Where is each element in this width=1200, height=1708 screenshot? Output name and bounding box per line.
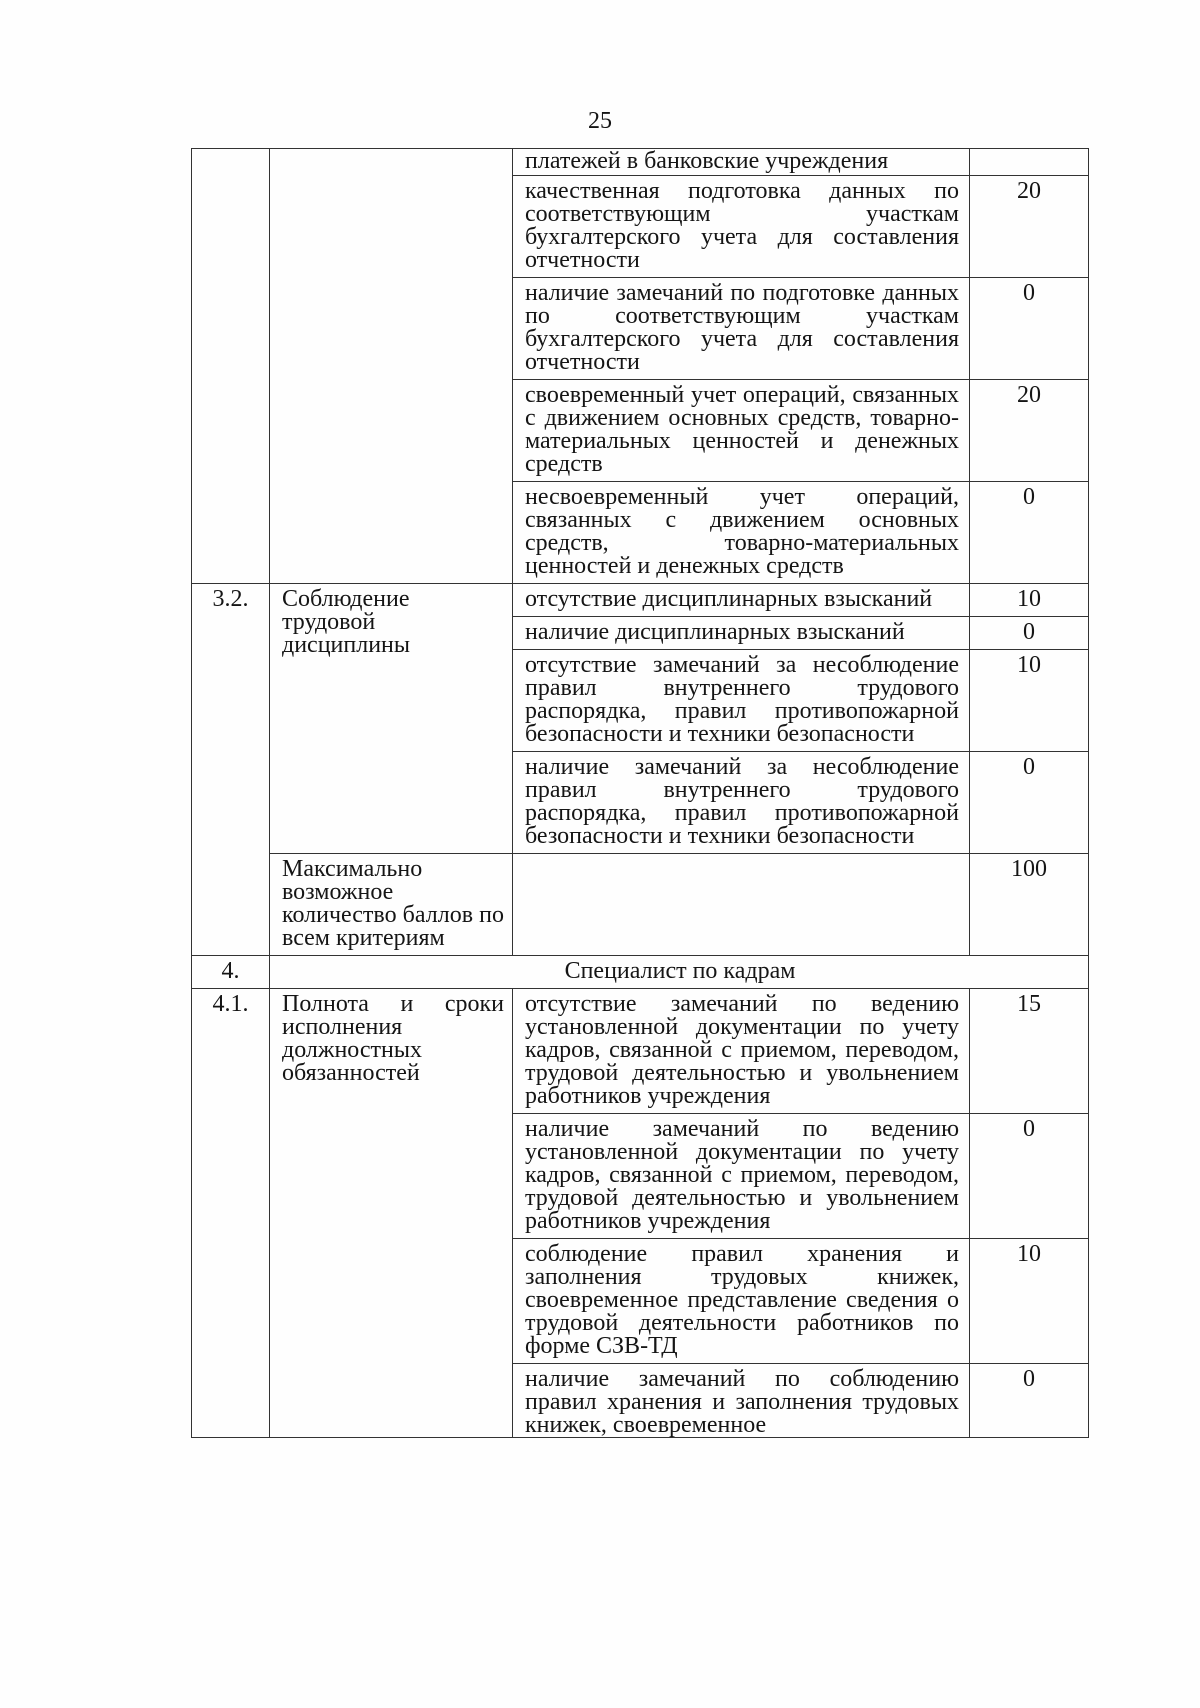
points-cell: 0 — [970, 1364, 1089, 1438]
indicator-cell: несвоевременный учет операций, связанных с движением основных средств, товарно-материальных ценностей и денежных средств — [513, 482, 970, 584]
points-cell: 15 — [970, 989, 1089, 1114]
indicator-cell: отсутствие замечаний по ведению установленной документации по учету кадров, связанной с приемом, переводом, трудовой деятельностью и увольнением работников учреждения — [513, 989, 970, 1114]
points-cell: 10 — [970, 1239, 1089, 1364]
indicator-cell: соблюдение правил хранения и заполнения трудовых книжек, своевременное представление сведения о трудовой деятельности работников по форме СЗВ-ТД — [513, 1239, 970, 1364]
criterion-cell — [270, 149, 513, 584]
points-cell: 10 — [970, 650, 1089, 752]
section-row — [192, 956, 1089, 989]
indicator-cell: наличие замечаний по ведению установленной документации по учету кадров, связанной с приемом, переводом, трудовой деятельностью и увольнением работников учреждения — [513, 1114, 970, 1239]
row-number-cell — [192, 149, 270, 584]
points-cell: 10 — [970, 584, 1089, 617]
points-cell: 20 — [970, 176, 1089, 278]
indicator-cell — [513, 854, 970, 956]
points-cell — [970, 149, 1089, 176]
points-cell: 0 — [970, 278, 1089, 380]
criterion-cell: Соблюдение трудовой дисциплины — [270, 584, 513, 854]
indicator-cell: отсутствие замечаний за несоблюдение правил внутреннего трудового распорядка, правил противопожарной безопасности и техники безопасности — [513, 650, 970, 752]
section-number: 4. — [192, 956, 270, 989]
section-title: Специалист по кадрам — [270, 956, 1089, 989]
indicator-cell: наличие дисциплинарных взысканий — [513, 617, 970, 650]
indicator-cell: своевременный учет операций, связанных с движением основных средств, товарно-материальных ценностей и денежных средств — [513, 380, 970, 482]
points-cell: 0 — [970, 482, 1089, 584]
criteria-table — [191, 148, 1089, 1438]
max-score-label: Максимально возможное количество баллов по всем критериям — [270, 854, 513, 956]
table-row — [192, 989, 1089, 1114]
indicator-cell: отсутствие дисциплинарных взысканий — [513, 584, 970, 617]
truncated-text: наличие замечаний по соблюдению правил хранения и заполнения трудовых книжек, своевременное — [525, 1368, 959, 1437]
indicator-cell: качественная подготовка данных по соответствующим участкам бухгалтерского учета для составления отчетности — [513, 176, 970, 278]
criterion-cell: Полнота и сроки исполнения должностных обязанностей — [270, 989, 513, 1438]
indicator-cell: наличие замечаний за несоблюдение правил внутреннего трудового распорядка, правил противопожарной безопасности и техники безопасности — [513, 752, 970, 854]
table-row — [192, 149, 1089, 176]
points-cell: 0 — [970, 752, 1089, 854]
indicator-cell: платежей в банковские учреждения — [513, 149, 970, 176]
points-cell: 20 — [970, 380, 1089, 482]
points-cell: 0 — [970, 1114, 1089, 1239]
table-row — [192, 584, 1089, 617]
indicator-cell: наличие замечаний по подготовке данных по соответствующим участкам бухгалтерского учета для составления отчетности — [513, 278, 970, 380]
row-number-cell: 4.1. — [192, 989, 270, 1438]
max-score-value: 100 — [970, 854, 1089, 956]
table-row — [192, 854, 1089, 956]
row-number-cell: 3.2. — [192, 584, 270, 956]
points-cell: 0 — [970, 617, 1089, 650]
page-number: 25 — [588, 108, 612, 134]
indicator-cell — [513, 1364, 970, 1438]
